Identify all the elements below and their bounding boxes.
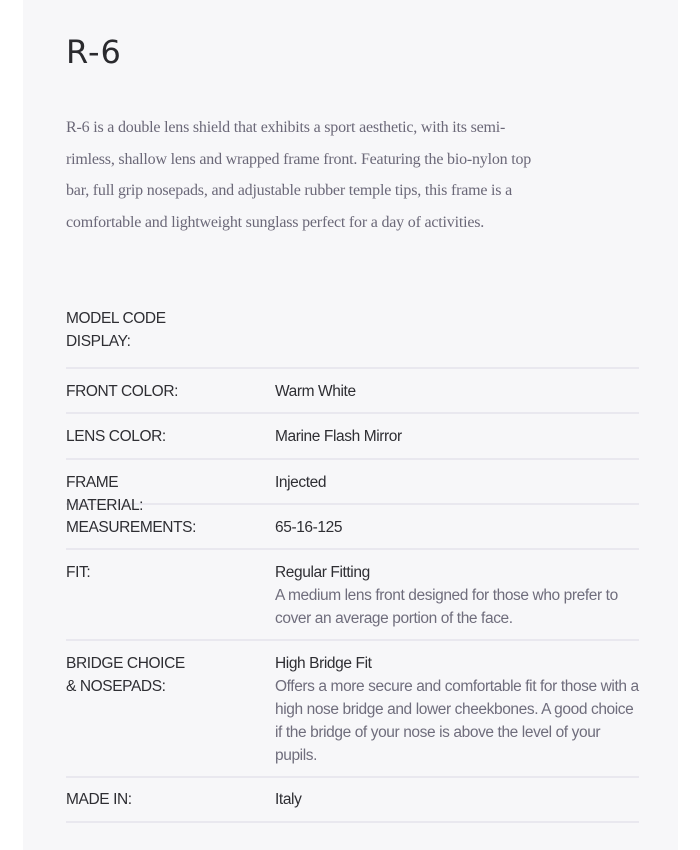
- spec-row-bridge-choice: [66, 641, 639, 778]
- spec-value-main: Italy: [275, 791, 302, 808]
- spec-value: [275, 561, 639, 639]
- spec-label: LENS COLOR:: [66, 428, 166, 445]
- product-title: R-6: [66, 33, 122, 71]
- spec-row-lens-color: [66, 414, 639, 460]
- spec-label: BRIDGE CHOICE & NOSEPADS:: [66, 655, 185, 695]
- spec-value: [275, 788, 639, 821]
- spec-value: [275, 307, 639, 367]
- spec-value: [275, 425, 639, 458]
- spec-row-frame-material: [66, 460, 639, 514]
- product-details-panel: [23, 0, 678, 850]
- spec-label: FRAME MATERIAL:: [66, 474, 144, 514]
- spec-value: [275, 471, 639, 503]
- spec-value-detail: A medium lens front designed for those who prefer to cover an average portion of the face.: [275, 587, 618, 627]
- spec-value-main: Injected: [275, 474, 327, 491]
- product-description: R-6 is a double lens shield that exhibits a sport aesthetic, with its semi-rimless, shallow lens and wrapped frame front. Featuring the bio-nylon top bar, full grip nosepads, and adjustable rubber temple tips, this frame is a comfortable and lightweight sunglass perfect for a day of activities.: [66, 119, 532, 231]
- spec-value-main: High Bridge Fit: [275, 655, 372, 672]
- spec-row-made-in: [66, 778, 639, 823]
- spec-value-main: Marine Flash Mirror: [275, 428, 402, 445]
- spec-row-model-code: [66, 307, 639, 369]
- spec-value-main: Regular Fitting: [275, 564, 370, 581]
- spec-value: [275, 516, 639, 548]
- spec-value-main: 65-16-125: [275, 519, 343, 536]
- spec-row-measurements: [66, 505, 639, 550]
- spec-label: FIT:: [66, 564, 91, 581]
- spec-label: MODEL CODE DISPLAY:: [66, 310, 166, 350]
- spec-label: FRONT COLOR:: [66, 383, 179, 400]
- spec-label: MADE IN:: [66, 791, 132, 808]
- spec-value-detail: Offers a more secure and comfortable fit for those with a high nose bridge and lower cheekbones. A good choice if the bridge of your nose is above the level of your pupils.: [275, 678, 639, 764]
- spec-value-main: Warm White: [275, 383, 356, 400]
- spec-value: [275, 652, 639, 776]
- spec-row-front-color: [66, 369, 639, 414]
- spec-value: [275, 380, 639, 412]
- specs-table: [66, 307, 639, 823]
- spec-label: MEASUREMENTS:: [66, 519, 197, 536]
- spec-row-fit: [66, 550, 639, 641]
